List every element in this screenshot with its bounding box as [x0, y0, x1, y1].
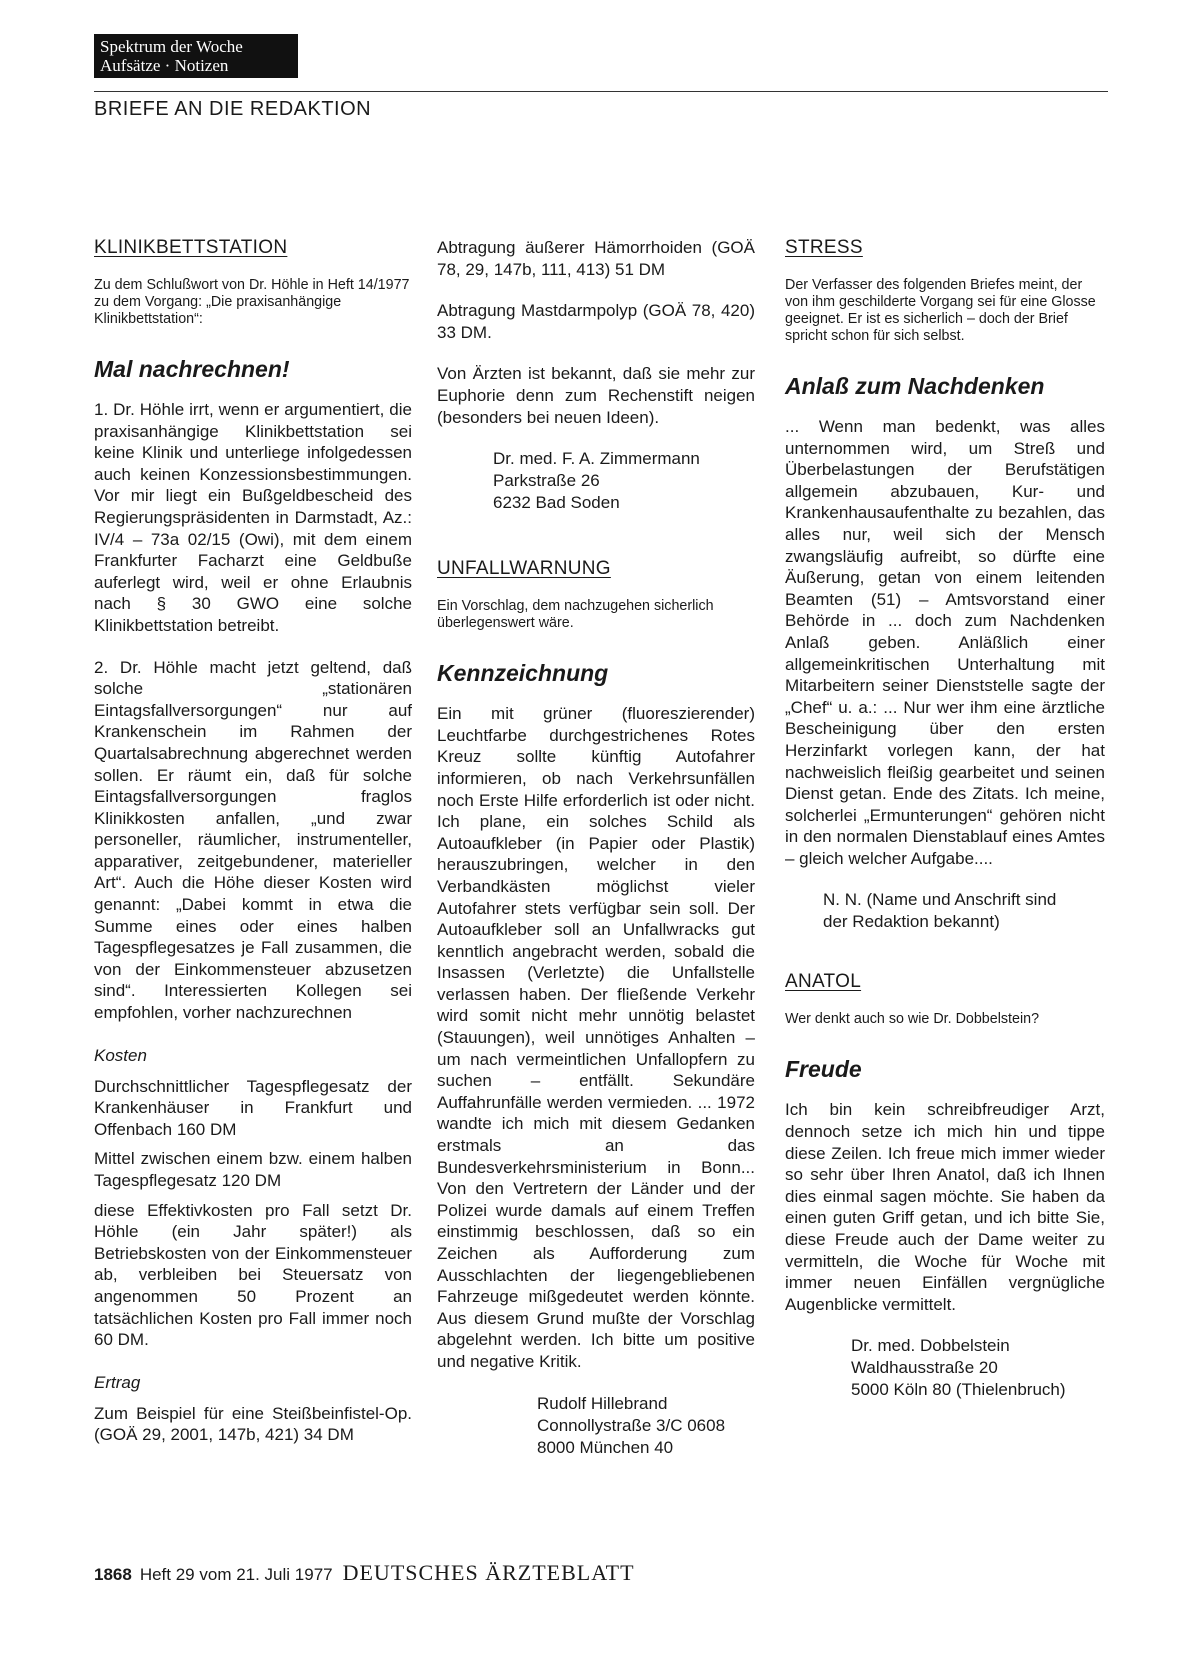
- magazine-name: DEUTSCHES ÄRZTEBLATT: [342, 1560, 635, 1585]
- signature-line: Waldhausstraße 20: [851, 1358, 998, 1378]
- signature-zimmermann: [493, 448, 755, 514]
- signature-line: Rudolf Hillebrand: [537, 1393, 668, 1413]
- paragraph: Mittel zwischen einem bzw. einem halben Tagespflegesatz 120 DM: [94, 1149, 412, 1190]
- rubric-stress: STRESS: [785, 237, 863, 258]
- paragraph: ... Wenn man bedenkt, was alles unternommen wird, um Streß und Überbelastungen der Berufstätigen allgemein abzubauen, Kur- und Krankenhausaufenthalte zu bezahlen, das alles nur, weil sich der Mensch zwangsläufig aufreibt, so dürfte eine Äußerung, getan von einem leitenden Beamten (51) – Amtsvorstand einer Behörde in ... doch zum Nachdenken Anlaß geben. Anläßlich einer allgemeinkritischen Unterhaltung mit Mitarbeitern seiner Dienststelle sagte der „Chef“ u. a.: ... Nur wer ihm eine ärztliche Bescheinigung über den ersten Herzinfarkt vorlegen kann, der hat nachweislich fleißig gearbeitet und seinen Dienst getan. Ende des Zitats. Ich meine, solcherlei „Ermunterungen“ gehören nicht in den normalen Dienstablauf eines Amtes – gleich welcher Aufgabe....: [785, 417, 1105, 868]
- intro-klinikbettstation: Zu dem Schlußwort von Dr. Höhle in Heft 14/1977 zu dem Vorgang: „Die praxisanhängige Klinikbettstation“:: [94, 277, 410, 327]
- issue-info: Heft 29 vom 21. Juli 1977: [139, 1565, 333, 1584]
- rubric-klinikbettstation: KLINIKBETTSTATION: [94, 237, 288, 258]
- rubric-anatol: ANATOL: [785, 971, 862, 993]
- paragraph: Ich bin kein schreibfreudiger Arzt, dennoch setze ich mich hin und tippe diese Zeilen. Ich freue mich immer wieder so sehr über Ihren Anatol, daß ich Ihnen dies einmal sagen möchte. Sie haben da einen guten Griff getan, und ich bitte Sie, diese Freude auch der Dame weiter zu vermitteln, die Woche für Woche mit immer neuen Einfällen vergnügliche Augenblicke vermittelt.: [785, 1100, 1105, 1314]
- signature-line: 6232 Bad Soden: [493, 493, 620, 513]
- intro-unfallwarnung: Ein Vorschlag, dem nachzugehen sicherlich überlegenswert wäre.: [437, 598, 714, 632]
- badge-line-2: Aufsätze · Notizen: [100, 56, 229, 75]
- paragraph: Durchschnittlicher Tagespflegesatz der Krankenhäuser in Frankfurt und Offenbach 160 DM: [94, 1076, 412, 1139]
- signature-line: 8000 München 40: [537, 1437, 674, 1457]
- paragraph: diese Effektivkosten pro Fall setzt Dr. Höhle (ein Jahr später!) als Betriebskosten von der Einkommensteuer ab, verbleiben bei Steuersatz von angenommen 50 Prozent an tatsächlichen Kosten pro Fall immer noch 60 DM.: [94, 1200, 412, 1350]
- signature-line: der Redaktion bekannt): [823, 912, 1000, 932]
- column-2: [437, 237, 755, 1459]
- signature-nn: [823, 889, 1105, 933]
- signature-line: Connollystraße 3/C 0608: [537, 1415, 726, 1435]
- signature-line: Dr. med. F. A. Zimmermann: [493, 449, 700, 469]
- paragraph: Zum Beispiel für eine Steißbeinfistel-Op. (GOÄ 29, 2001, 147b, 421) 34 DM: [94, 1403, 412, 1445]
- signature-hillebrand: [537, 1393, 755, 1459]
- paragraph: Von Ärzten ist bekannt, daß sie mehr zur Euphorie denn zum Rechenstift neigen (besonders bei neuen Ideen).: [437, 364, 755, 427]
- column-1: [94, 237, 412, 1446]
- subheading-kosten: Kosten: [94, 1045, 147, 1065]
- page-footer: [94, 1560, 635, 1586]
- paragraph: Abtragung äußerer Hämorrhoiden (GOÄ 78, 29, 147b, 111, 413) 51 DM: [437, 238, 755, 279]
- paragraph: Ein mit grüner (fluoreszierender) Leuchtfarbe durchgestrichenes Rotes Kreuz sollte künftig Autofahrer informieren, ob nach Verkehrsunfällen noch Erste Hilfe erforderlich ist oder nicht. Ich plane, ein solches Schild als Autoaufkleber (in Papier oder Plastik) herauszubringen, welcher in den Verbandkästen möglichst vieler Autofahrer stets verfügbar sein soll. Der Autoaufkleber soll an Unfallwracks gut kenntlich angebracht werden, sobald die Insassen (Verletzte) die Unfallstelle verlassen haben. Der fließende Verkehr wird somit nicht mehr unnötig belastet (Stauungen), weil unnötiges Anhalten – um nach vermeintlichen Unfallopfern zu suchen – entfällt. Sekundäre Auffahrunfälle werden vermieden. ... 1972 wandte ich mich mit diesem Gedanken erstmals an das Bundesverkehrsministerium in Bonn... Von den Vertretern der Länder und der Polizei wurde damals auf einem Treffen einstimmig beschlossen, daß so ein Zeichen als Aufforderung zum Ausschlachten der liegengebliebenen Fahrzeuge mißgedeutet werden könnte. Aus diesem Grund mußte der Vorschlag abgelehnt werden. Ich bitte um positive und negative Kritik.: [437, 704, 755, 1371]
- rubric-unfallwarnung: UNFALLWARNUNG: [437, 558, 611, 580]
- signature-dobbelstein: [851, 1335, 1105, 1401]
- headline-kennzeichnung: Kennzeichnung: [437, 660, 609, 687]
- page-number: 1868: [94, 1565, 132, 1584]
- signature-line: Parkstraße 26: [493, 471, 600, 491]
- intro-stress: Der Verfasser des folgenden Briefes meint, der von ihm geschilderte Vorgang sei für eine Glosse geeignet. Er ist es sicherlich – doch der Brief spricht schon für sich selbst.: [785, 277, 1096, 344]
- section-badge: [94, 34, 298, 78]
- headline-mal-nachrechnen: Mal nachrechnen!: [94, 356, 290, 382]
- headline-anlass-zum-nachdenken: Anlaß zum Nachdenken: [785, 373, 1045, 399]
- signature-line: N. N. (Name und Anschrift sind: [823, 890, 1057, 910]
- badge-line-1: Spektrum der Woche: [100, 37, 243, 56]
- paragraph: 1. Dr. Höhle irrt, wenn er argumentiert, die praxisanhängige Klinikbettstation sei keine Klinik und unterliege infolgedessen auch keinen Konzessionsbestimmungen. Vor mir liegt ein Bußgeldbescheid des Regierungspräsidenten in Darmstadt, Az.: IV/4 – 73a 02/15 (Owi), mit dem einem Frankfurter Facharzt eine Geldbuße auferlegt wird, weil er ohne Erlaubnis nach § 30 GWO eine solche Klinikbettstation betreibt.: [94, 400, 412, 635]
- header-rule: [94, 91, 1108, 92]
- column-3: [785, 237, 1105, 1401]
- signature-line: 5000 Köln 80 (Thielenbruch): [851, 1380, 1066, 1400]
- signature-line: Dr. med. Dobbelstein: [851, 1336, 1010, 1356]
- paragraph: 2. Dr. Höhle macht jetzt geltend, daß solche „stationären Eintagsfallversorgungen“ nur auf Krankenschein im Rahmen der Quartalsabrechnung abgerechnet werden sollen. Er räumt ein, daß für solche Eintagsfallversorgungen fraglos Klinikkosten anfallen, „und zwar personeller, räumlicher, instrumenteller, apparativer, zeitgebundener, materieller Art“. Auch die Höhe dieser Kosten wird genannt: „Dabei kommt in etwa die Summe eines oder eines halben Tagespflegesatzes je Fall zusammen, die von der Einkommensteuer abzusetzen sind“. Interessierten Kollegen sei empfohlen, vorher nachzurechnen: [94, 657, 412, 1023]
- page-section-title: BRIEFE AN DIE REDAKTION: [94, 98, 372, 120]
- intro-anatol: Wer denkt auch so wie Dr. Dobbelstein?: [785, 1011, 1040, 1028]
- headline-freude: Freude: [785, 1056, 862, 1083]
- subheading-ertrag: Ertrag: [94, 1372, 141, 1392]
- paragraph: Abtragung Mastdarmpolyp (GOÄ 78, 420) 33 DM.: [437, 301, 755, 342]
